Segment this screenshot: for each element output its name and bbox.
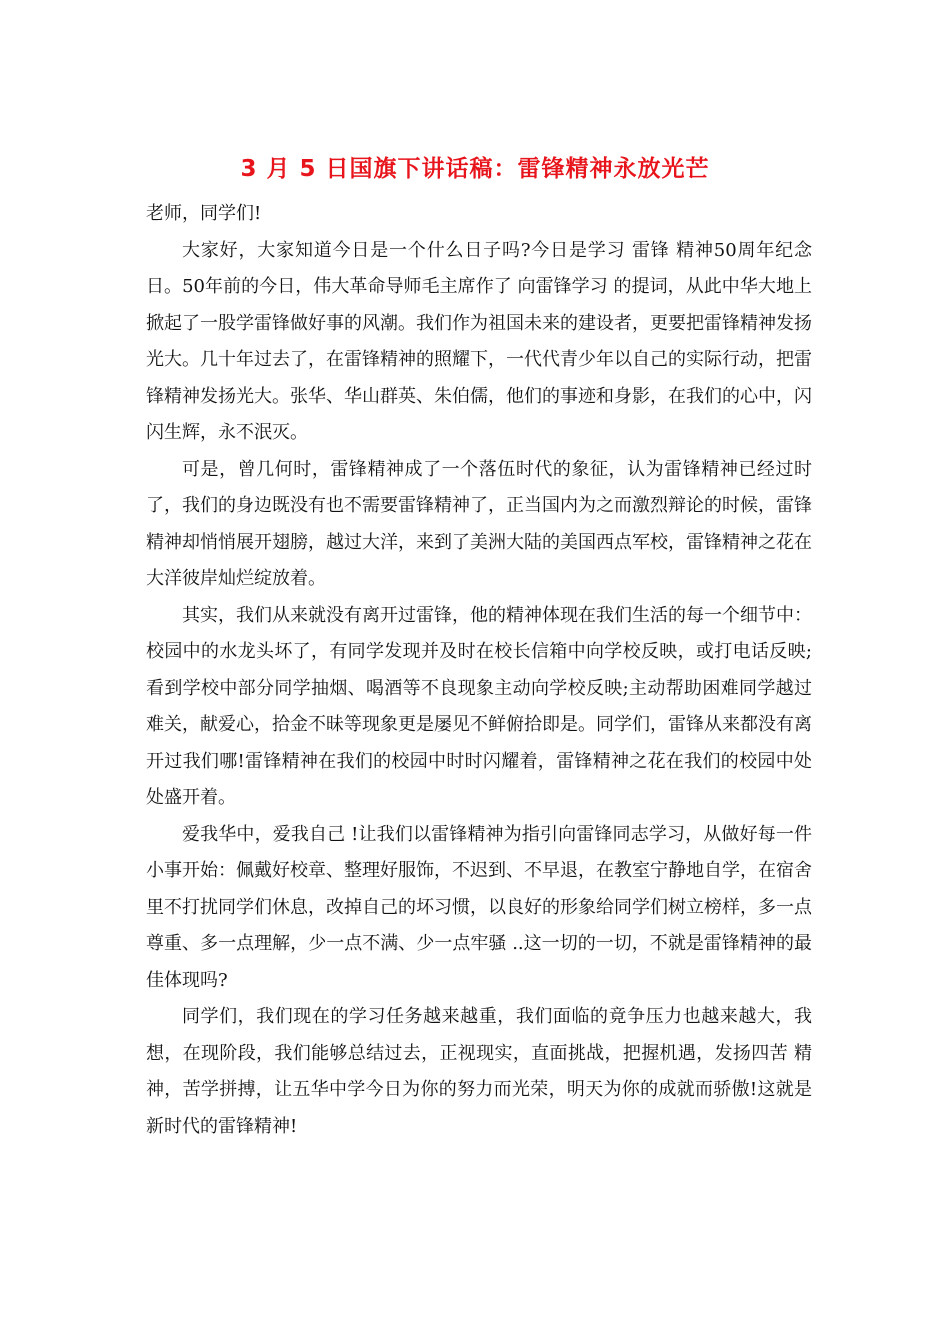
paragraph-5: 同学们，我们现在的学习任务越来越重，我们面临的竟争压力也越来越大，我想，在现阶段，我们能够总结过去，正视现实，直面挑战，把握机遇，发扬四苦 精神，苦学拼搏，让五华中学今日为你的努力而光荣，明天为你的成就而骄傲!这就是新时代的雷锋精神!	[146, 1006, 812, 1137]
document-title: 3 月 5 日国旗下讲话稿：雷锋精神永放光芒	[240, 156, 710, 182]
paragraph-1: 大家好，大家知道今日是一个什么日子吗?今日是学习 雷锋 精神50周年纪念日。50年前的今日，伟大革命导师毛主席作了 向雷锋学习 的提词，从此中华大地上掀起了一股学雷锋做好事的风潮。我们作为祖国未来的建设者，更要把雷锋精神发扬光大。几十年过去了，在雷锋精神的照耀下，一代代青少年以自己的实际行动，把雷锋精神发扬光大。张华、华山群英、朱伯儒，他们的事迹和身影，在我们的心中，闪闪生辉，永不泯灭。	[146, 239, 812, 443]
document-body	[146, 196, 812, 1145]
paragraph-3: 其实，我们从来就没有离开过雷锋，他的精神体现在我们生活的每一个细节中：校园中的水龙头坏了，有同学发现并及时在校长信箱中向学校反映，或打电话反映;看到学校中部分同学抽烟、喝酒等不良现象主动向学校反映;主动帮助困难同学越过难关，献爱心，拾金不昧等现象更是屡见不鲜俯拾即是。同学们，雷锋从来都没有离开过我们哪!雷锋精神在我们的校园中时时闪耀着，雷锋精神之花在我们的校园中处处盛开着。	[146, 604, 812, 808]
paragraph-2: 可是，曾几何时，雷锋精神成了一个落伍时代的象征，认为雷锋精神已经过时了，我们的身边既没有也不需要雷锋精神了，正当国内为之而激烈辩论的时候，雷锋精神却悄悄展开翅膀，越过大洋，来到了美洲大陆的美国西点军校，雷锋精神之花在大洋彼岸灿烂绽放着。	[146, 458, 812, 589]
greeting: 老师，同学们!	[146, 203, 262, 224]
paragraph-4: 爱我华中，爱我自己 !让我们以雷锋精神为指引向雷锋同志学习，从做好每一件小事开始：佩戴好校章、整理好服饰，不迟到、不早退，在教室宁静地自学，在宿舍里不打扰同学们休息，改掉自己的坏习惯，以良好的形象给同学们树立榜样，多一点尊重、多一点理解，少一点不满、少一点牢骚 ..这一切的一切，不就是雷锋精神的最佳体现吗?	[146, 823, 812, 991]
